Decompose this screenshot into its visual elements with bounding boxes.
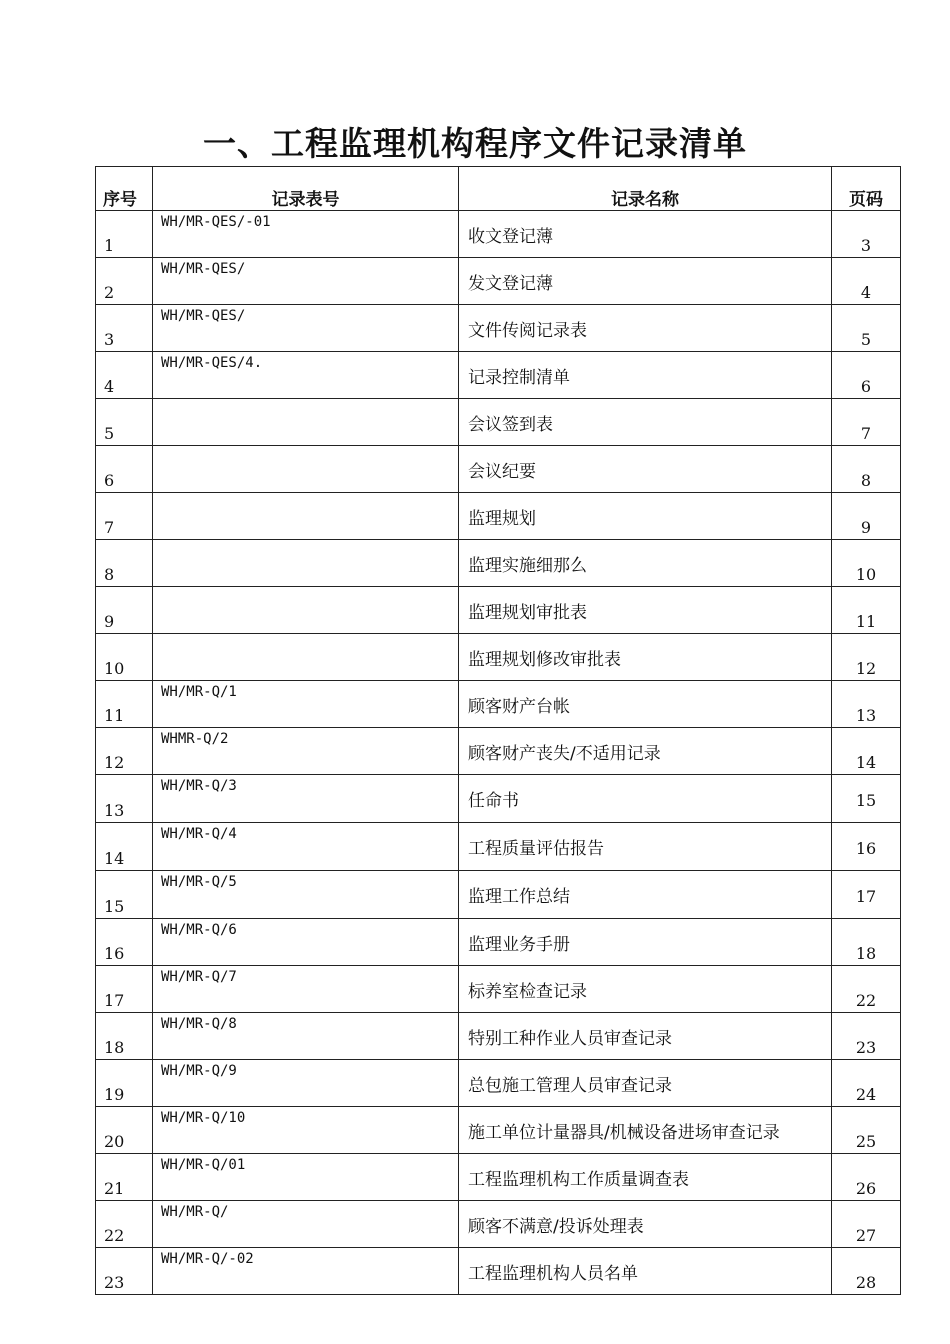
table-row [96, 493, 901, 540]
row-record-code [153, 540, 459, 587]
row-record-name: 发文登记薄 [459, 258, 832, 305]
row-serial: 12 [96, 728, 153, 775]
table-row [96, 1201, 901, 1248]
row-page-number: 23 [832, 1013, 901, 1060]
row-record-code: WH/MR-Q/01 [153, 1154, 459, 1201]
table-row [96, 1013, 901, 1060]
row-page-number: 26 [832, 1154, 901, 1201]
table-row [96, 305, 901, 352]
row-record-name: 工程监理机构人员名单 [459, 1248, 832, 1295]
row-record-name: 顾客不满意/投诉处理表 [459, 1201, 832, 1248]
row-record-name: 工程监理机构工作质量调查表 [459, 1154, 832, 1201]
row-page-number: 16 [832, 823, 901, 871]
row-record-code: WH/MR-Q/ [153, 1201, 459, 1248]
table-row [96, 211, 901, 258]
row-record-code: WH/MR-QES/ [153, 305, 459, 352]
row-serial: 20 [96, 1107, 153, 1154]
row-record-name: 文件传阅记录表 [459, 305, 832, 352]
row-serial: 9 [96, 587, 153, 634]
row-page-number: 6 [832, 352, 901, 399]
row-serial: 11 [96, 681, 153, 728]
table-row [96, 728, 901, 775]
page-title: 一、工程监理机构程序文件记录清单 [203, 124, 747, 163]
table-row [96, 775, 901, 823]
header-record-code: 记录表号 [153, 167, 459, 211]
row-serial: 14 [96, 823, 153, 871]
row-page-number: 8 [832, 446, 901, 493]
row-record-name: 记录控制清单 [459, 352, 832, 399]
row-record-name: 特别工种作业人员审查记录 [459, 1013, 832, 1060]
row-serial: 23 [96, 1248, 153, 1295]
row-record-code: WH/MR-QES/-01 [153, 211, 459, 258]
row-record-code: WH/MR-QES/ [153, 258, 459, 305]
row-record-name: 总包施工管理人员审查记录 [459, 1060, 832, 1107]
row-record-code: WH/MR-Q/6 [153, 919, 459, 966]
row-record-name: 工程质量评估报告 [459, 823, 832, 871]
row-record-code: WH/MR-Q/-02 [153, 1248, 459, 1295]
row-serial: 8 [96, 540, 153, 587]
row-page-number: 7 [832, 399, 901, 446]
row-page-number: 15 [832, 775, 901, 823]
row-record-name: 会议签到表 [459, 399, 832, 446]
table-row [96, 1107, 901, 1154]
table-row [96, 399, 901, 446]
row-record-code: WH/MR-Q/1 [153, 681, 459, 728]
row-page-number: 5 [832, 305, 901, 352]
table-row [96, 258, 901, 305]
row-serial: 2 [96, 258, 153, 305]
table-row [96, 446, 901, 493]
table-row [96, 587, 901, 634]
row-serial: 7 [96, 493, 153, 540]
row-record-code: WH/MR-Q/9 [153, 1060, 459, 1107]
row-page-number: 12 [832, 634, 901, 681]
row-serial: 22 [96, 1201, 153, 1248]
header-serial: 序号 [96, 167, 153, 211]
row-record-name: 任命书 [459, 775, 832, 823]
table-row [96, 540, 901, 587]
table-row [96, 823, 901, 871]
row-serial: 5 [96, 399, 153, 446]
row-record-name: 监理规划审批表 [459, 587, 832, 634]
row-page-number: 13 [832, 681, 901, 728]
table-row [96, 1060, 901, 1107]
row-page-number: 4 [832, 258, 901, 305]
row-record-code: WH/MR-QES/4. [153, 352, 459, 399]
header-page: 页码 [832, 167, 901, 211]
table-row [96, 681, 901, 728]
row-serial: 21 [96, 1154, 153, 1201]
row-serial: 15 [96, 871, 153, 919]
row-page-number: 11 [832, 587, 901, 634]
row-record-name: 施工单位计量器具/机械设备进场审查记录 [459, 1107, 832, 1154]
row-record-code: WH/MR-Q/3 [153, 775, 459, 823]
row-page-number: 28 [832, 1248, 901, 1295]
table-row [96, 1248, 901, 1295]
row-record-code [153, 493, 459, 540]
row-page-number: 17 [832, 871, 901, 919]
row-page-number: 22 [832, 966, 901, 1013]
table-row [96, 871, 901, 919]
table-row [96, 919, 901, 966]
row-record-code: WH/MR-Q/5 [153, 871, 459, 919]
table-row [96, 352, 901, 399]
row-serial: 4 [96, 352, 153, 399]
row-record-code: WH/MR-Q/10 [153, 1107, 459, 1154]
table-row [96, 966, 901, 1013]
row-record-code [153, 587, 459, 634]
row-record-name: 监理实施细那么 [459, 540, 832, 587]
row-page-number: 24 [832, 1060, 901, 1107]
table-row [96, 634, 901, 681]
row-page-number: 3 [832, 211, 901, 258]
row-serial: 10 [96, 634, 153, 681]
header-record-name: 记录名称 [459, 167, 832, 211]
row-page-number: 18 [832, 919, 901, 966]
row-serial: 13 [96, 775, 153, 823]
row-record-name: 监理规划修改审批表 [459, 634, 832, 681]
row-record-name: 标养室检查记录 [459, 966, 832, 1013]
row-record-code: WH/MR-Q/7 [153, 966, 459, 1013]
row-serial: 17 [96, 966, 153, 1013]
row-page-number: 10 [832, 540, 901, 587]
row-page-number: 27 [832, 1201, 901, 1248]
row-record-code [153, 634, 459, 681]
row-serial: 1 [96, 211, 153, 258]
row-serial: 6 [96, 446, 153, 493]
row-record-name: 会议纪要 [459, 446, 832, 493]
row-record-code [153, 399, 459, 446]
row-record-code: WH/MR-Q/8 [153, 1013, 459, 1060]
row-serial: 18 [96, 1013, 153, 1060]
row-serial: 19 [96, 1060, 153, 1107]
table-body [96, 211, 901, 1295]
row-record-name: 顾客财产台帐 [459, 681, 832, 728]
table-header-row [96, 167, 901, 211]
row-record-code: WH/MR-Q/4 [153, 823, 459, 871]
record-list-table [95, 166, 901, 1295]
table-row [96, 1154, 901, 1201]
row-record-name: 顾客财产丧失/不适用记录 [459, 728, 832, 775]
row-record-code [153, 446, 459, 493]
row-record-name: 收文登记薄 [459, 211, 832, 258]
row-page-number: 9 [832, 493, 901, 540]
row-record-name: 监理业务手册 [459, 919, 832, 966]
row-record-code: WHMR-Q/2 [153, 728, 459, 775]
row-page-number: 25 [832, 1107, 901, 1154]
row-serial: 3 [96, 305, 153, 352]
row-serial: 16 [96, 919, 153, 966]
row-record-name: 监理工作总结 [459, 871, 832, 919]
row-record-name: 监理规划 [459, 493, 832, 540]
row-page-number: 14 [832, 728, 901, 775]
